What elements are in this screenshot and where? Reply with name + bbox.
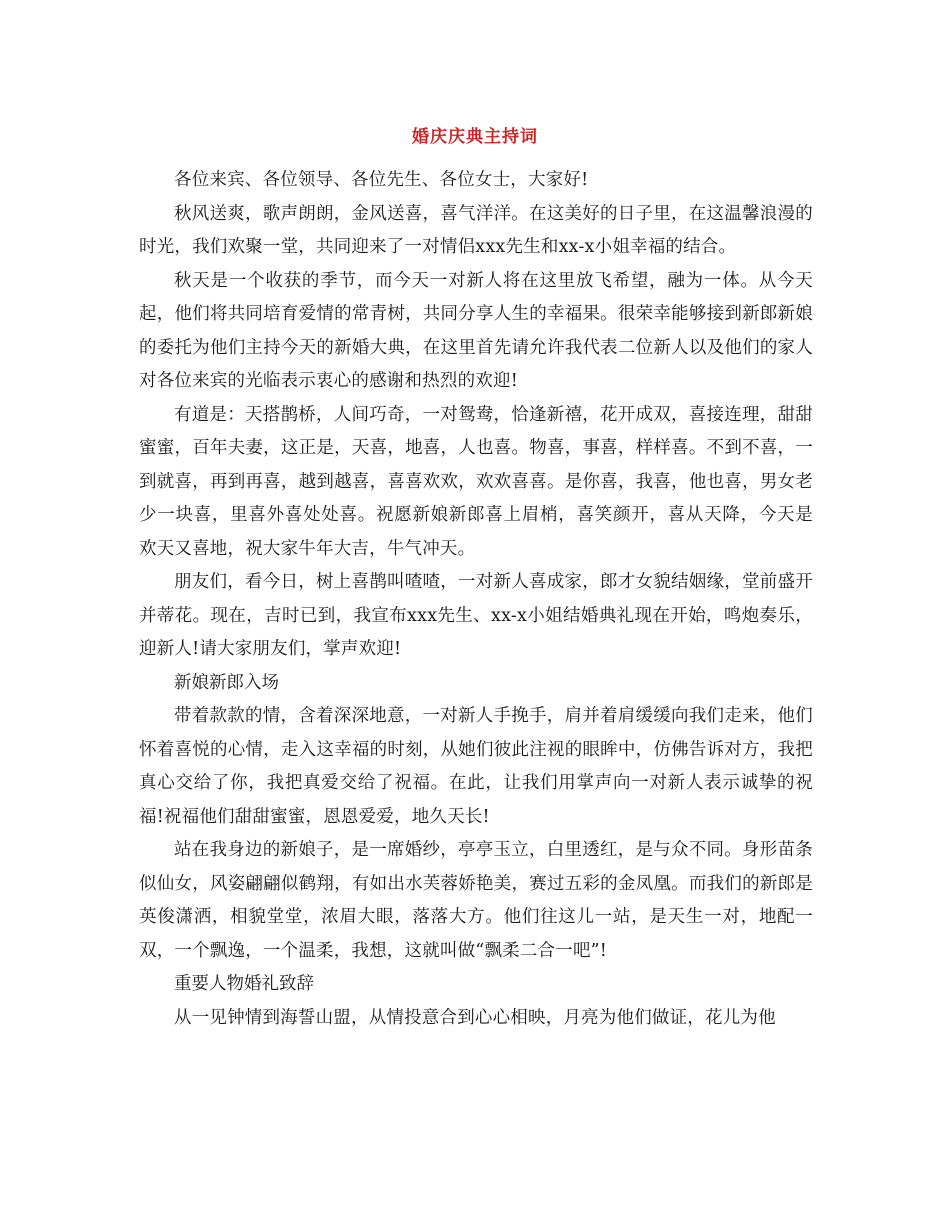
document-title: 婚庆庆典主持词 [412,127,538,147]
blessing-rhyme-paragraph: 有道是：天搭鹊桥，人间巧奇，一对鸳鸯，恰逢新禧，花开成双，喜接连理，甜甜蜜蜜，百年夫妻，这正是，天喜，地喜，人也喜。物喜，事喜，样样喜。不到不喜，一到就喜，再到再喜，越到越喜，喜喜欢欢，欢欢喜喜。是你喜，我喜，他也喜，男女老少一块喜，里喜外喜处处喜。祝愿新娘新郎喜上眉梢，喜笑颜开，喜从天降，今天是 欢天又喜地，祝大家牛年大吉，牛气冲天。 [139,404,813,559]
entrance-paragraph: 带着款款的情，含着深深地意，一对新人手挽手，肩并着肩缓缓向我们走来，他们怀着喜悦的心情，走入这幸福的时刻，从她们彼此注视的眼眸中，仿佛告诉对方，我把真心交给了你，我把真爱交给了祝福。在此，让我们用掌声向一对新人表示诚挚的祝福!祝福他们甜甜蜜蜜，恩恩爱爱，地久天长! [139,706,813,827]
bride-groom-description-paragraph: 站在我身边的新娘子，是一席婚纱，亭亭玉立，白里透红，是与众不同。身形苗条似仙女，风姿翩翩似鹤翔，有如出水芙蓉娇艳美，赛过五彩的金凤凰。而我们的新郎是英俊潇洒，相貌堂堂，浓眉大眼，落落大方。他们往这儿一站，是天生一对，地配一双，一个飘逸，一个温柔，我想，这就叫做“飘柔二合一吧”! [139,840,813,961]
document-body [139,164,813,1035]
section-heading-speech: 重要人物婚礼致辞 [174,974,314,994]
section-heading-entrance: 新娘新郎入场 [174,672,279,693]
speech-paragraph: 从一见钟情到海誓山盟，从情投意合到心心相映，月亮为他们做证，花儿为他 [174,1007,776,1028]
opening-paragraph: 秋风送爽，歌声朗朗，金风送喜，喜气洋洋。在这美好的日子里，在这温馨浪漫的时光，我们欢聚一堂，共同迎来了一对情侣xxx先生和xx-x小姐幸福的结合。 [139,203,813,257]
autumn-paragraph: 秋天是一个收获的季节，而今天一对新人将在这里放飞希望，融为一体。从今天起，他们将共同培育爱情的常青树，共同分享人生的幸福果。很荣幸能够接到新郎新娘的委托为他们主持今天的新婚大典，在这里首先请允许我代表二位新人以及他们的家人对各位来宾的光临表示衷心的感谢和热烈的欢迎! [139,270,813,391]
ceremony-start-paragraph: 朋友们，看今日，树上喜鹊叫喳喳，一对新人喜成家，郎才女貌结姻缘，堂前盛开并蒂花。现在，吉时已到，我宣布xxx先生、xx-x小姐结婚典礼现在开始，鸣炮奏乐，迎新人!请大家朋友们，掌声欢迎! [139,572,813,659]
greeting-paragraph: 各位来宾、各位领导、各位先生、各位女士，大家好! [174,170,589,190]
